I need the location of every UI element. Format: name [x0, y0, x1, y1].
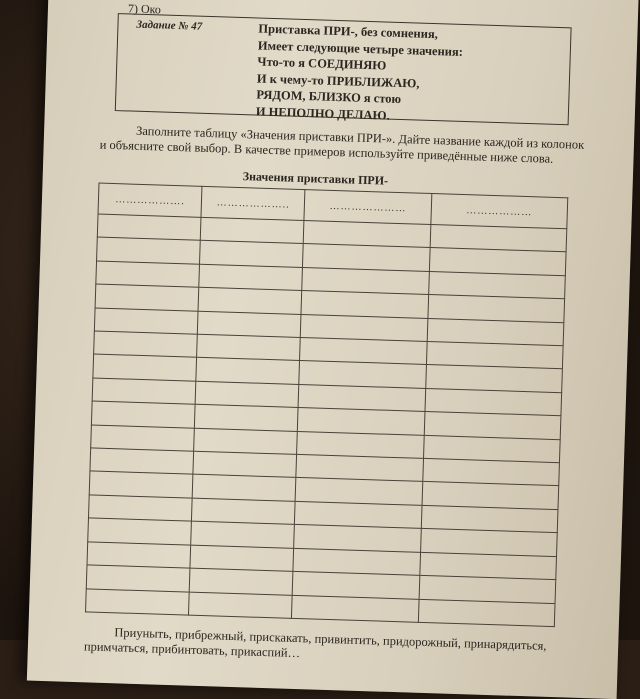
poem-line: Что-то я СОЕДИНЯЮ: [257, 54, 387, 73]
column-header-3[interactable]: …………………: [304, 190, 432, 225]
table-cell[interactable]: [86, 588, 190, 615]
table-cell[interactable]: [197, 334, 301, 361]
poem-line: И к чему-то ПРИБЛИЖАЮ,: [256, 70, 420, 91]
task-title: Задание № 47: [136, 18, 203, 33]
table-cell[interactable]: [418, 599, 555, 627]
table-cell[interactable]: [195, 404, 299, 431]
table-cell[interactable]: [193, 451, 297, 478]
poem-line: РЯДОМ, БЛИЗКО я стою: [256, 87, 402, 107]
previous-item-fragment: 7) Око: [127, 1, 162, 17]
example-words: Приуныть, прибрежный, прискакать, привинтить, придорожный, принарядиться, примчаться, прибинтовать, прикаспий…: [83, 625, 547, 661]
table-cell[interactable]: [93, 354, 197, 381]
column-header-2[interactable]: ………………..: [201, 186, 305, 220]
table-cell[interactable]: [189, 568, 293, 595]
table-cell[interactable]: [92, 378, 196, 405]
table-cell[interactable]: [190, 545, 294, 572]
table-cell[interactable]: [97, 214, 201, 241]
table-cell[interactable]: [292, 595, 419, 622]
table-cell[interactable]: [192, 498, 296, 525]
table-cell[interactable]: [200, 241, 304, 268]
table-cell[interactable]: [95, 284, 199, 311]
table-cell[interactable]: [196, 358, 300, 385]
book-page: [27, 0, 639, 699]
table-cell[interactable]: [91, 401, 195, 428]
column-header-4[interactable]: ………………: [431, 194, 568, 229]
prefix-meanings-table: [85, 183, 568, 628]
table-cell[interactable]: [192, 475, 296, 502]
table-cell[interactable]: [94, 331, 198, 358]
poem-line: Имеет следующие четыре значения:: [257, 38, 464, 59]
table-title: Значения приставки ПРИ-: [242, 169, 389, 188]
poem-line: Приставка ПРИ-, без сомнения,: [258, 21, 439, 42]
table-cell[interactable]: [197, 311, 301, 338]
table-cell[interactable]: [200, 217, 304, 244]
table-cell[interactable]: [86, 565, 190, 592]
table-cell[interactable]: [91, 425, 195, 452]
table-cell[interactable]: [88, 518, 192, 545]
table-cell[interactable]: [94, 308, 198, 335]
task-frame: [115, 13, 572, 125]
table-cell[interactable]: [198, 287, 302, 314]
table-cell[interactable]: [90, 448, 194, 475]
table-cell[interactable]: [199, 264, 303, 291]
table-cell[interactable]: [89, 471, 193, 498]
table-cell[interactable]: [97, 237, 201, 264]
table-cell[interactable]: [88, 495, 192, 522]
column-header-1[interactable]: ……………….: [98, 183, 202, 217]
poem-line: И НЕПОЛНО ДЕЛАЮ.: [255, 103, 390, 123]
rule-poem: [256, 21, 464, 126]
table-cell[interactable]: [195, 381, 299, 408]
table-cell[interactable]: [194, 428, 298, 455]
table-cell[interactable]: [96, 261, 200, 288]
table-cell[interactable]: [189, 592, 293, 619]
table-cell[interactable]: [191, 521, 295, 548]
instruction-text: Заполните таблицу «Значения приставки ПРИ-». Дайте название каждой из колонок и объясните свой выбор. В качестве примеров используйте приведённые ниже слова.: [99, 123, 585, 166]
table-cell[interactable]: [87, 542, 191, 569]
